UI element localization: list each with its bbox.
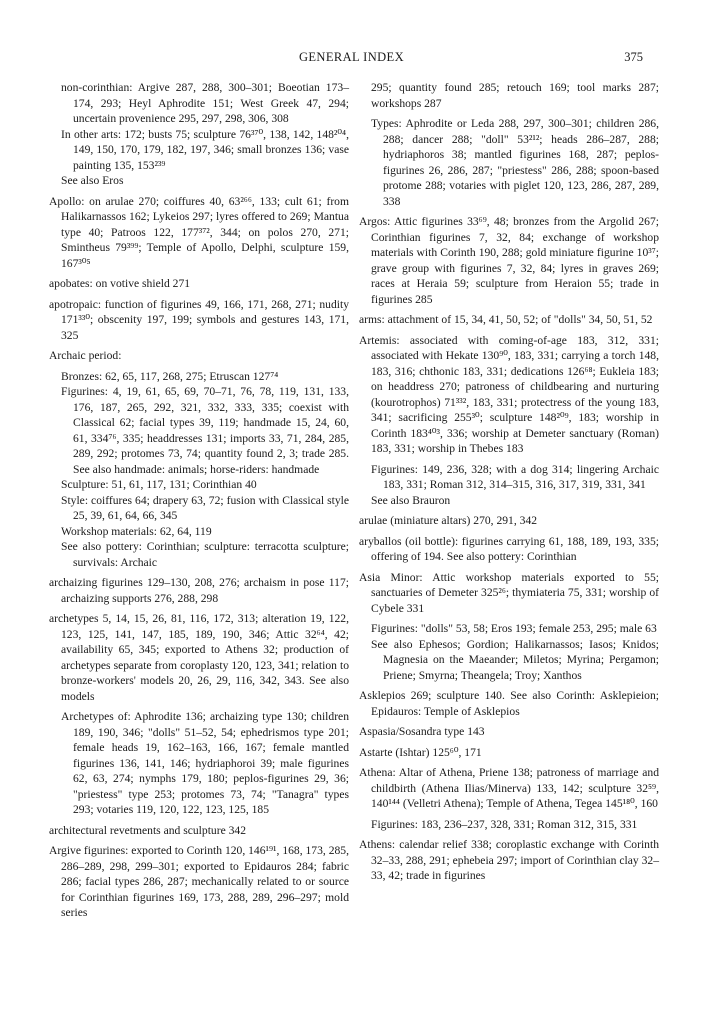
index-entry: apotropaic: function of figurines 49, 166, 171, 268, 271; nudity 171³³⁰; obscenity 197, 199; symbols and gestures 143, 171, 325 (49, 297, 349, 342)
index-entry: Asklepios 269; sculpture 140. See also Corinth: Asklepieion; Epidauros: Temple of Asklepios (359, 689, 659, 718)
index-entry: Argive figurines: exported to Corinth 120, 146¹⁹¹, 168, 173, 285, 286–289, 298, 299–301; exported to Epidauros 284; fabric 286; facial types 286, 287; mechanically related to or source for Corinthian figurines 169, 173, 288, 289, 296–297; mold series (49, 844, 349, 919)
index-entry: architectural revetments and sculpture 342 (49, 823, 247, 837)
index-entry: arms: attachment of 15, 34, 41, 50, 52; of "dolls" 34, 50, 51, 52 (359, 313, 653, 326)
index-entry: Athena: Altar of Athena, Priene 138; patroness of marriage and childbirth (Athena Ilias/Minerva) 133, 142; sculpture 32⁵⁹, 140¹⁴⁴ (Velletri Athena); Temple of Athena, Tegea 145¹⁸⁰, 160 (359, 766, 659, 810)
index-subentry: See also Brauron (371, 493, 451, 507)
page-number: 375 (624, 50, 643, 64)
index-entry: Astarte (Ishtar) 125⁶⁰, 171 (359, 745, 482, 759)
index-subentry: Archetypes of: Aphrodite 136; archaizing type 130; children 189, 190, 346; "dolls" 51–52, 54; ephedrismos type 201; female heads 19, 162–163, 166, 167; female mantled figurines 136, 141, 146; hydriaphoroi 39; male figurines 62, 63, 274; nymphs 179, 180; peplos-figurines 29, 36; "priestess" type 253; protomes 73, 74; "Tanagra" types 293; votaries 119, 120, 122, 123, 125, 185 (61, 710, 349, 816)
index-entry: archetypes 5, 14, 15, 26, 81, 116, 172, 313; alteration 19, 122, 123, 125, 141, 147, 185, 189, 190, 346; Attic 32⁶⁴, 42; availability 65, 345; exported to Athens 32; production of archetypes separate from coroplasty 120, 123, 341; relation to bronze-workers' models 20, 26, 29, 116, 342, 343. See also models (49, 612, 349, 703)
index-column-right (359, 80, 659, 889)
index-subentry: Bronzes: 62, 65, 117, 268, 275; Etruscan 127⁷⁴ (61, 369, 279, 383)
index-entry: Aspasia/Sosandra type 143 (359, 725, 485, 738)
index-column-left (49, 80, 349, 926)
index-subentry: In other arts: 172; busts 75; sculpture 76³⁷⁰, 138, 142, 148²⁰⁴, 149, 150, 170, 179, 182, 197, 346; small bronzes 136; vase painting 135, 153²³⁹ (61, 127, 349, 172)
index-subentry: non-corinthian: Argive 287, 288, 300–301; Boeotian 173–174, 293; Heyl Aphrodite 151; West Greek 47, 294; uncertain provenience 295, 297, 298, 306, 308 (61, 81, 349, 125)
index-subentry: See also Ephesos; Gordion; Halikarnassos; Iasos; Knidos; Magnesia on the Maeander; Miletos; Myrina; Pergamon; Priene; Smyrna; Theangela; Troy; Xanthos (371, 637, 659, 682)
index-entry: Asia Minor: Attic workshop materials exported to 55; sanctuaries of Demeter 325²⁶; thymiateria 75, 331; worship of Cybele 331 (359, 570, 659, 615)
index-entry: aryballos (oil bottle): figurines carrying 61, 188, 189, 193, 335; offering of 194. See also pottery: Corinthian (359, 534, 659, 563)
index-entry: archaizing figurines 129–130, 208, 276; archaism in pose 117; archaizing supports 276, 288, 298 (49, 576, 349, 605)
index-subentry: Sculpture: 51, 61, 117, 131; Corinthian 40 (61, 478, 257, 491)
index-subentry: Figurines: "dolls" 53, 58; Eros 193; female 253, 295; male 63 (371, 622, 657, 635)
index-entry: Apollo: on arulae 270; coiffures 40, 63²⁶⁶, 133; cult 61; from Halikarnassos 162; Lykeios 297; lyres offered to 269; Mantua type 40; Patroos 122, 177³⁷², 344; on polos 270, 271; Smintheus 79³⁹⁹; Temple of Apollo, Delphi, sculpture 159, 167³⁰⁵ (49, 194, 349, 270)
index-entry: Argos: Attic figurines 33⁶⁹, 48; bronzes from the Argolid 267; Corinthian figurines 7, 32, 84; exchange of workshop materials with Corinth 190, 288; gold miniature figurine 10³⁷; grave group with figurines 7, 32, 84; lyres in graves 269; races at Heraia 59; sculpture from Heraion 55; trade in figurines 285 (359, 215, 659, 306)
index-subentry: Figurines: 4, 19, 61, 65, 69, 70–71, 76, 78, 119, 131, 133, 176, 187, 265, 292, 321, 332, 333, 335; coexist with Classical 62; facial types 39, 119; handmade 15, 24, 60, 61, 334⁷⁶, 335; headdresses 131; imports 33, 71, 284, 285, 289, 292; protomes 73, 74; quantity found 2, 3; trade 285. See also handmade: animals; horse-riders: handmade (61, 385, 349, 476)
index-entry: 295; quantity found 285; retouch 169; tool marks 287; workshops 287 (371, 81, 659, 110)
index-entry: Athens: calendar relief 338; coroplastic exchange with Corinth 32–33, 288, 291; ephebeia 297; import of Corinthian clay 32–33, 42; trade in figurines (359, 838, 659, 882)
index-entry: Archaic period: (49, 349, 122, 362)
running-title: GENERAL INDEX (298, 50, 405, 64)
index-subentry: Workshop materials: 62, 64, 119 (61, 524, 212, 538)
index-subentry: See also pottery: Corinthian; sculpture: terracotta sculpture; survivals: Archaic (61, 540, 349, 569)
index-entry: Artemis: associated with coming-of-age 183, 312, 331; associated with Hekate 130⁹⁰, 183, 331; carrying a torch 148, 183, 316; chthonic 183, 331; dedications 126⁶⁸; Eukleia 183; on headdress 270; patroness of childbearing and nurturing (kourotrophos) 71³³², 183, 331; protectress of the young 183, 341; sacrificing 255³⁰; sculpture 148²⁰⁹, 183; worship in Corinth 183⁴⁰³, 336; worship at Demeter sanctuary (Roman) 183, 331; worship in Thebes 183 (359, 333, 659, 455)
index-subentry: Types: Aphrodite or Leda 288, 297, 300–301; children 286, 288; dancer 288; "doll" 53²¹²; heads 286–287, 288; hydriaphoros 38; mantled figurines 168, 287; peplos-figurines 26, 286, 287; "priestess" 286, 288; spoon-based protome 288; votaries with piglet 120, 123, 286, 287, 289, 338 (371, 117, 659, 208)
index-entry: arulae (miniature altars) 270, 291, 342 (359, 514, 538, 527)
index-subentry: Figurines: 183, 236–237, 328, 331; Roman 312, 315, 331 (371, 817, 638, 831)
page-header (0, 50, 703, 70)
index-subentry: Figurines: 149, 236, 328; with a dog 314; lingering Archaic 183, 331; Roman 312, 314–315, 316, 317, 319, 331, 341 (371, 462, 659, 491)
index-subentry: See also Eros (61, 174, 124, 187)
index-subentry: Style: coiffures 64; drapery 63, 72; fusion with Classical style 25, 39, 61, 64, 66, 345 (61, 493, 349, 522)
index-entry: apobates: on votive shield 271 (49, 277, 191, 290)
